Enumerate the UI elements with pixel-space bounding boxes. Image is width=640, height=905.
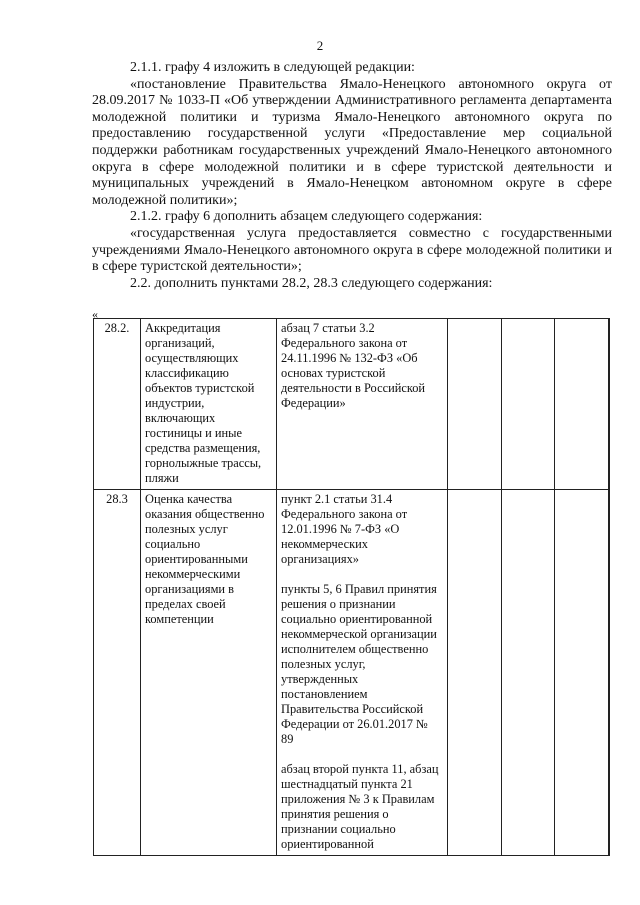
paragraph-resolution-text: «постановление Правительства Ямало-Ненецкого автономного округа от 28.09.2017 № 1033-П «Об утверждении Административного регламента департамента молодежной политики и туризма Ямало-Ненецкого автономного округа по предоставлению государственной услуги «Предоставление мер социальной поддержки работникам государственных учреждений Ямало-Ненецкого автономного округа в сфере молодежной политики и в сфере туристской деятельности и муниципальных учреждений в Ямало-Ненецком автономном округе в сфере молодежной политики»; — [92, 76, 612, 208]
empty-cell — [448, 319, 502, 490]
empty-cell — [609, 319, 610, 490]
opening-quote: « — [92, 307, 98, 321]
empty-cell — [609, 490, 610, 856]
paragraph-2-2: 2.2. дополнить пунктами 28.2, 28.3 следующего содержания: — [130, 275, 493, 291]
table-row — [94, 319, 610, 490]
paragraph-service-text: «государственная услуга предоставляется совместно с государственными учреждениями Ямало-Ненецкого автономного округа в сфере молодежной политики и в сфере туристской деятельности»; — [92, 225, 612, 275]
empty-cell — [502, 490, 555, 856]
basis-paragraph: пункт 2.1 статьи 31.4 Федерального закона от 12.01.1996 № 7-ФЗ «О некоммерческих организациях» — [281, 492, 408, 566]
item-name: Аккредитация организаций, осуществляющих классификацию объектов туристской индустрии, включающих гостиницы и иные средства размещения, горнолыжные трассы, пляжи — [141, 319, 277, 490]
item-number: 28.3 — [94, 490, 141, 856]
basis-paragraph: абзац второй пункта 11, абзац шестнадцатый пункта 21 приложения № 3 к Правилам принятия решения о признании социально ориентированной — [281, 762, 439, 851]
basis-paragraph: пункты 5, 6 Правил принятия решения о признании социально ориентированной некоммерческой организации исполнителем общественно полезных услуг, утвержденных постановлением Правительства Российской Федерации от 26.01.2017 № 89 — [281, 582, 437, 746]
amendments-table — [93, 318, 610, 856]
paragraph-2-1-1: 2.1.1. графу 4 изложить в следующей редакции: — [130, 60, 415, 75]
paragraph-2-1-2: 2.1.2. графу 6 дополнить абзацем следующего содержания: — [130, 209, 483, 225]
item-legal-basis — [277, 490, 448, 856]
empty-cell — [448, 490, 502, 856]
empty-cell — [555, 319, 609, 490]
item-name: Оценка качества оказания общественно полезных услуг социально ориентированными некоммерческими организациями в пределах своей компетенции — [141, 490, 277, 856]
item-legal-basis — [277, 319, 448, 490]
item-number: 28.2. — [94, 319, 141, 490]
page-number: 2 — [316, 38, 324, 53]
empty-cell — [502, 319, 555, 490]
empty-cell — [555, 490, 609, 856]
document-body — [92, 60, 612, 292]
basis-paragraph: абзац 7 статьи 3.2 Федерального закона от 24.11.1996 № 132-ФЗ «Об основах туристской деятельности в Российской Федерации» — [281, 321, 426, 410]
table-row — [94, 490, 610, 856]
